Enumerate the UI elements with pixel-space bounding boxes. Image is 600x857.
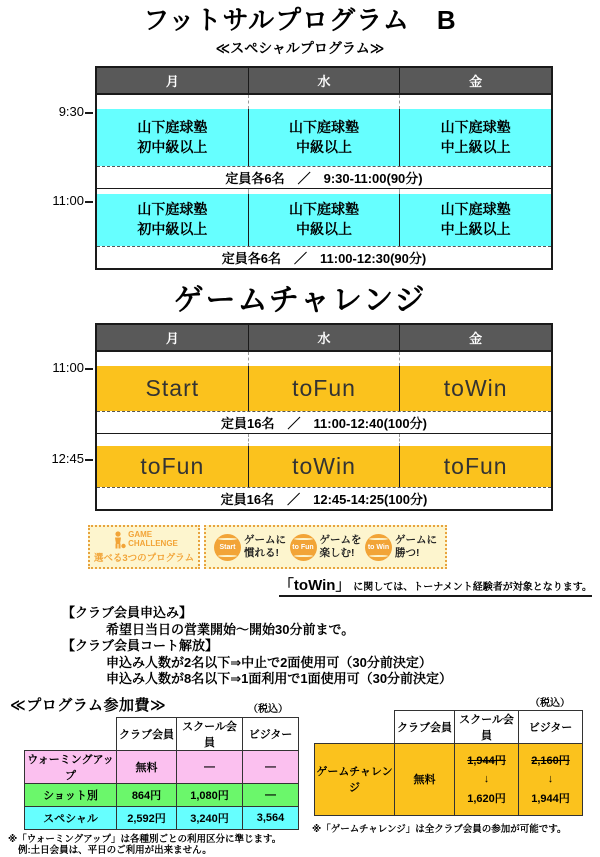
col-header-school: スクール会員: [177, 717, 243, 750]
time-tick: [85, 459, 93, 461]
game-cell: toFun: [248, 366, 400, 411]
program-fee-block: [0, 694, 302, 857]
row-label: ウォーミングアップ: [25, 750, 117, 783]
fee-table-title: ≪プログラム参加費≫: [10, 696, 167, 714]
info-heading-apply: 【クラブ会員申込み】: [62, 605, 193, 620]
special-row-930: [97, 109, 551, 166]
capacity-note-1100: 定員16名 ／ 11:00-12:40(100分): [97, 411, 551, 433]
game-row-1100: [97, 366, 551, 411]
fee-section: [0, 694, 600, 857]
special-row-1100: [97, 194, 551, 246]
game-challenge-logo: [110, 531, 178, 549]
day-header-mon: 月: [165, 331, 179, 346]
row-label: ゲームチャレンジ: [315, 743, 395, 815]
old-price: 1,944円: [467, 755, 506, 767]
game-challenge-note: ※「ゲームチャレンジ」は全クラブ会員の参加が可能です。: [312, 823, 567, 835]
game-challenge-logo-box: [88, 525, 200, 569]
spacer-row: [97, 95, 551, 109]
time-label-930: 9:30: [23, 104, 93, 119]
day-header-row: [97, 68, 551, 95]
time-tick: [85, 201, 93, 203]
game-challenge-table: [51, 323, 553, 511]
game-challenge-title: ゲームチャレンジ: [173, 284, 427, 317]
info-line: 申込み人数が8名以下⇒1面利用で1面使用可（30分前決定）: [106, 671, 453, 686]
col-header-visitor: ビジター: [243, 717, 299, 750]
game-fee-table: [314, 710, 583, 816]
day-header-fri: 金: [399, 325, 551, 350]
logo-caption: 選べる3つのプログラム: [93, 552, 195, 564]
program-fee-table: [24, 717, 299, 830]
membership-info: [62, 605, 600, 688]
page-subtitle: ≪スペシャルプログラム≫: [215, 40, 385, 56]
fee-row-warmup: ウォーミングアップ 無料 ― ―: [25, 750, 299, 783]
game-cell: toWin: [399, 366, 551, 411]
game-row-1245: [97, 446, 551, 487]
legend-item-towin: to Win ゲームに 勝つ!: [365, 534, 437, 561]
day-header-wed: 水: [248, 325, 400, 350]
logo-wordmark: GAME CHALLENGE: [128, 530, 178, 548]
fee-row-shot: ショット別 864円 1,080円 ―: [25, 783, 299, 806]
capacity-note-1245: 定員16名 ／ 12:45-14:25(100分): [97, 487, 551, 509]
time-label-1245: 12:45: [23, 451, 93, 466]
player-icon: [110, 531, 126, 549]
towin-eligibility-note: 「toWin」 に関しては、トーナメント経験者が対象となります。: [0, 574, 592, 595]
day-header-wed: 水: [248, 68, 400, 93]
lesson-cell: 山下庭球塾 中上級以上: [399, 109, 551, 166]
game-fee-block: [306, 694, 592, 857]
tofun-badge-icon: to Fun: [290, 534, 317, 561]
start-badge-icon: Start: [214, 534, 241, 561]
visitor-price: [519, 743, 583, 815]
warmup-note: ※「ウォーミングアップ」は各種別ごとの利用区分に準じます。 例:土日会員は、平日のご利用が出来ません。: [8, 833, 282, 856]
page-title: フットサルプログラム B: [143, 5, 457, 35]
fee-row-game-challenge: [315, 743, 583, 815]
club-price: 無料: [395, 743, 455, 815]
tax-included-label: （税込）: [530, 697, 570, 709]
time-label-1100: 11:00: [23, 193, 93, 208]
lesson-cell: 山下庭球塾 中級以上: [248, 109, 400, 166]
new-price: 1,944円: [531, 793, 570, 805]
arrow-down-icon: ↓: [547, 773, 554, 785]
time-tick: [85, 112, 93, 114]
lesson-cell: 山下庭球塾 中級以上: [248, 194, 400, 246]
spacer-row: [97, 352, 551, 366]
lesson-cell: 山下庭球塾 中上級以上: [399, 194, 551, 246]
special-program-table: [52, 66, 553, 270]
col-header-club: クラブ会員: [395, 710, 455, 743]
game-cell: Start: [97, 366, 248, 411]
day-header-mon: 月: [165, 74, 179, 89]
lesson-cell: 山下庭球塾 初中級以上: [97, 194, 248, 246]
info-line: 申込み人数が2名以下⇒中止で2面使用可（30分前決定）: [106, 654, 432, 670]
old-price: 2,160円: [531, 755, 570, 767]
towin-badge-icon: to Win: [365, 534, 392, 561]
fee-row-special: スペシャル 2,592円 3,240円 3,564: [25, 806, 299, 829]
col-header-visitor: ビジター: [519, 710, 583, 743]
time-tick: [85, 368, 93, 370]
game-challenge-banner: [88, 525, 600, 569]
arrow-down-icon: ↓: [483, 773, 490, 785]
day-header-row: [97, 325, 551, 352]
capacity-note-1100: 定員各6名 ／ 11:00-12:30(90分): [97, 246, 551, 268]
lesson-cell: 山下庭球塾 初中級以上: [97, 109, 248, 166]
program-legend-box: [204, 525, 447, 569]
day-header-fri: 金: [399, 68, 551, 93]
tax-included-label: （税込）: [248, 703, 288, 715]
time-label-1100: 11:00: [23, 360, 93, 375]
info-line: 希望日当日の営業開始～開始30分前まで。: [106, 621, 355, 637]
col-header-club: クラブ会員: [117, 717, 177, 750]
new-price: 1,620円: [467, 793, 506, 805]
game-cell: toFun: [97, 446, 248, 487]
col-header-school: スクール会員: [455, 710, 519, 743]
row-label: スペシャル: [25, 806, 117, 829]
capacity-note-930: 定員各6名 ／ 9:30-11:00(90分): [97, 166, 551, 188]
row-label: ショット別: [25, 783, 117, 806]
legend-item-tofun: to Fun ゲームを 楽しむ!: [290, 534, 362, 561]
legend-item-start: Start ゲームに 慣れる!: [214, 534, 286, 561]
game-cell: toFun: [399, 446, 551, 487]
game-cell: toWin: [248, 446, 400, 487]
school-price: [455, 743, 519, 815]
spacer-row: [97, 433, 551, 446]
info-heading-court: 【クラブ会員コート解放】: [62, 638, 219, 653]
